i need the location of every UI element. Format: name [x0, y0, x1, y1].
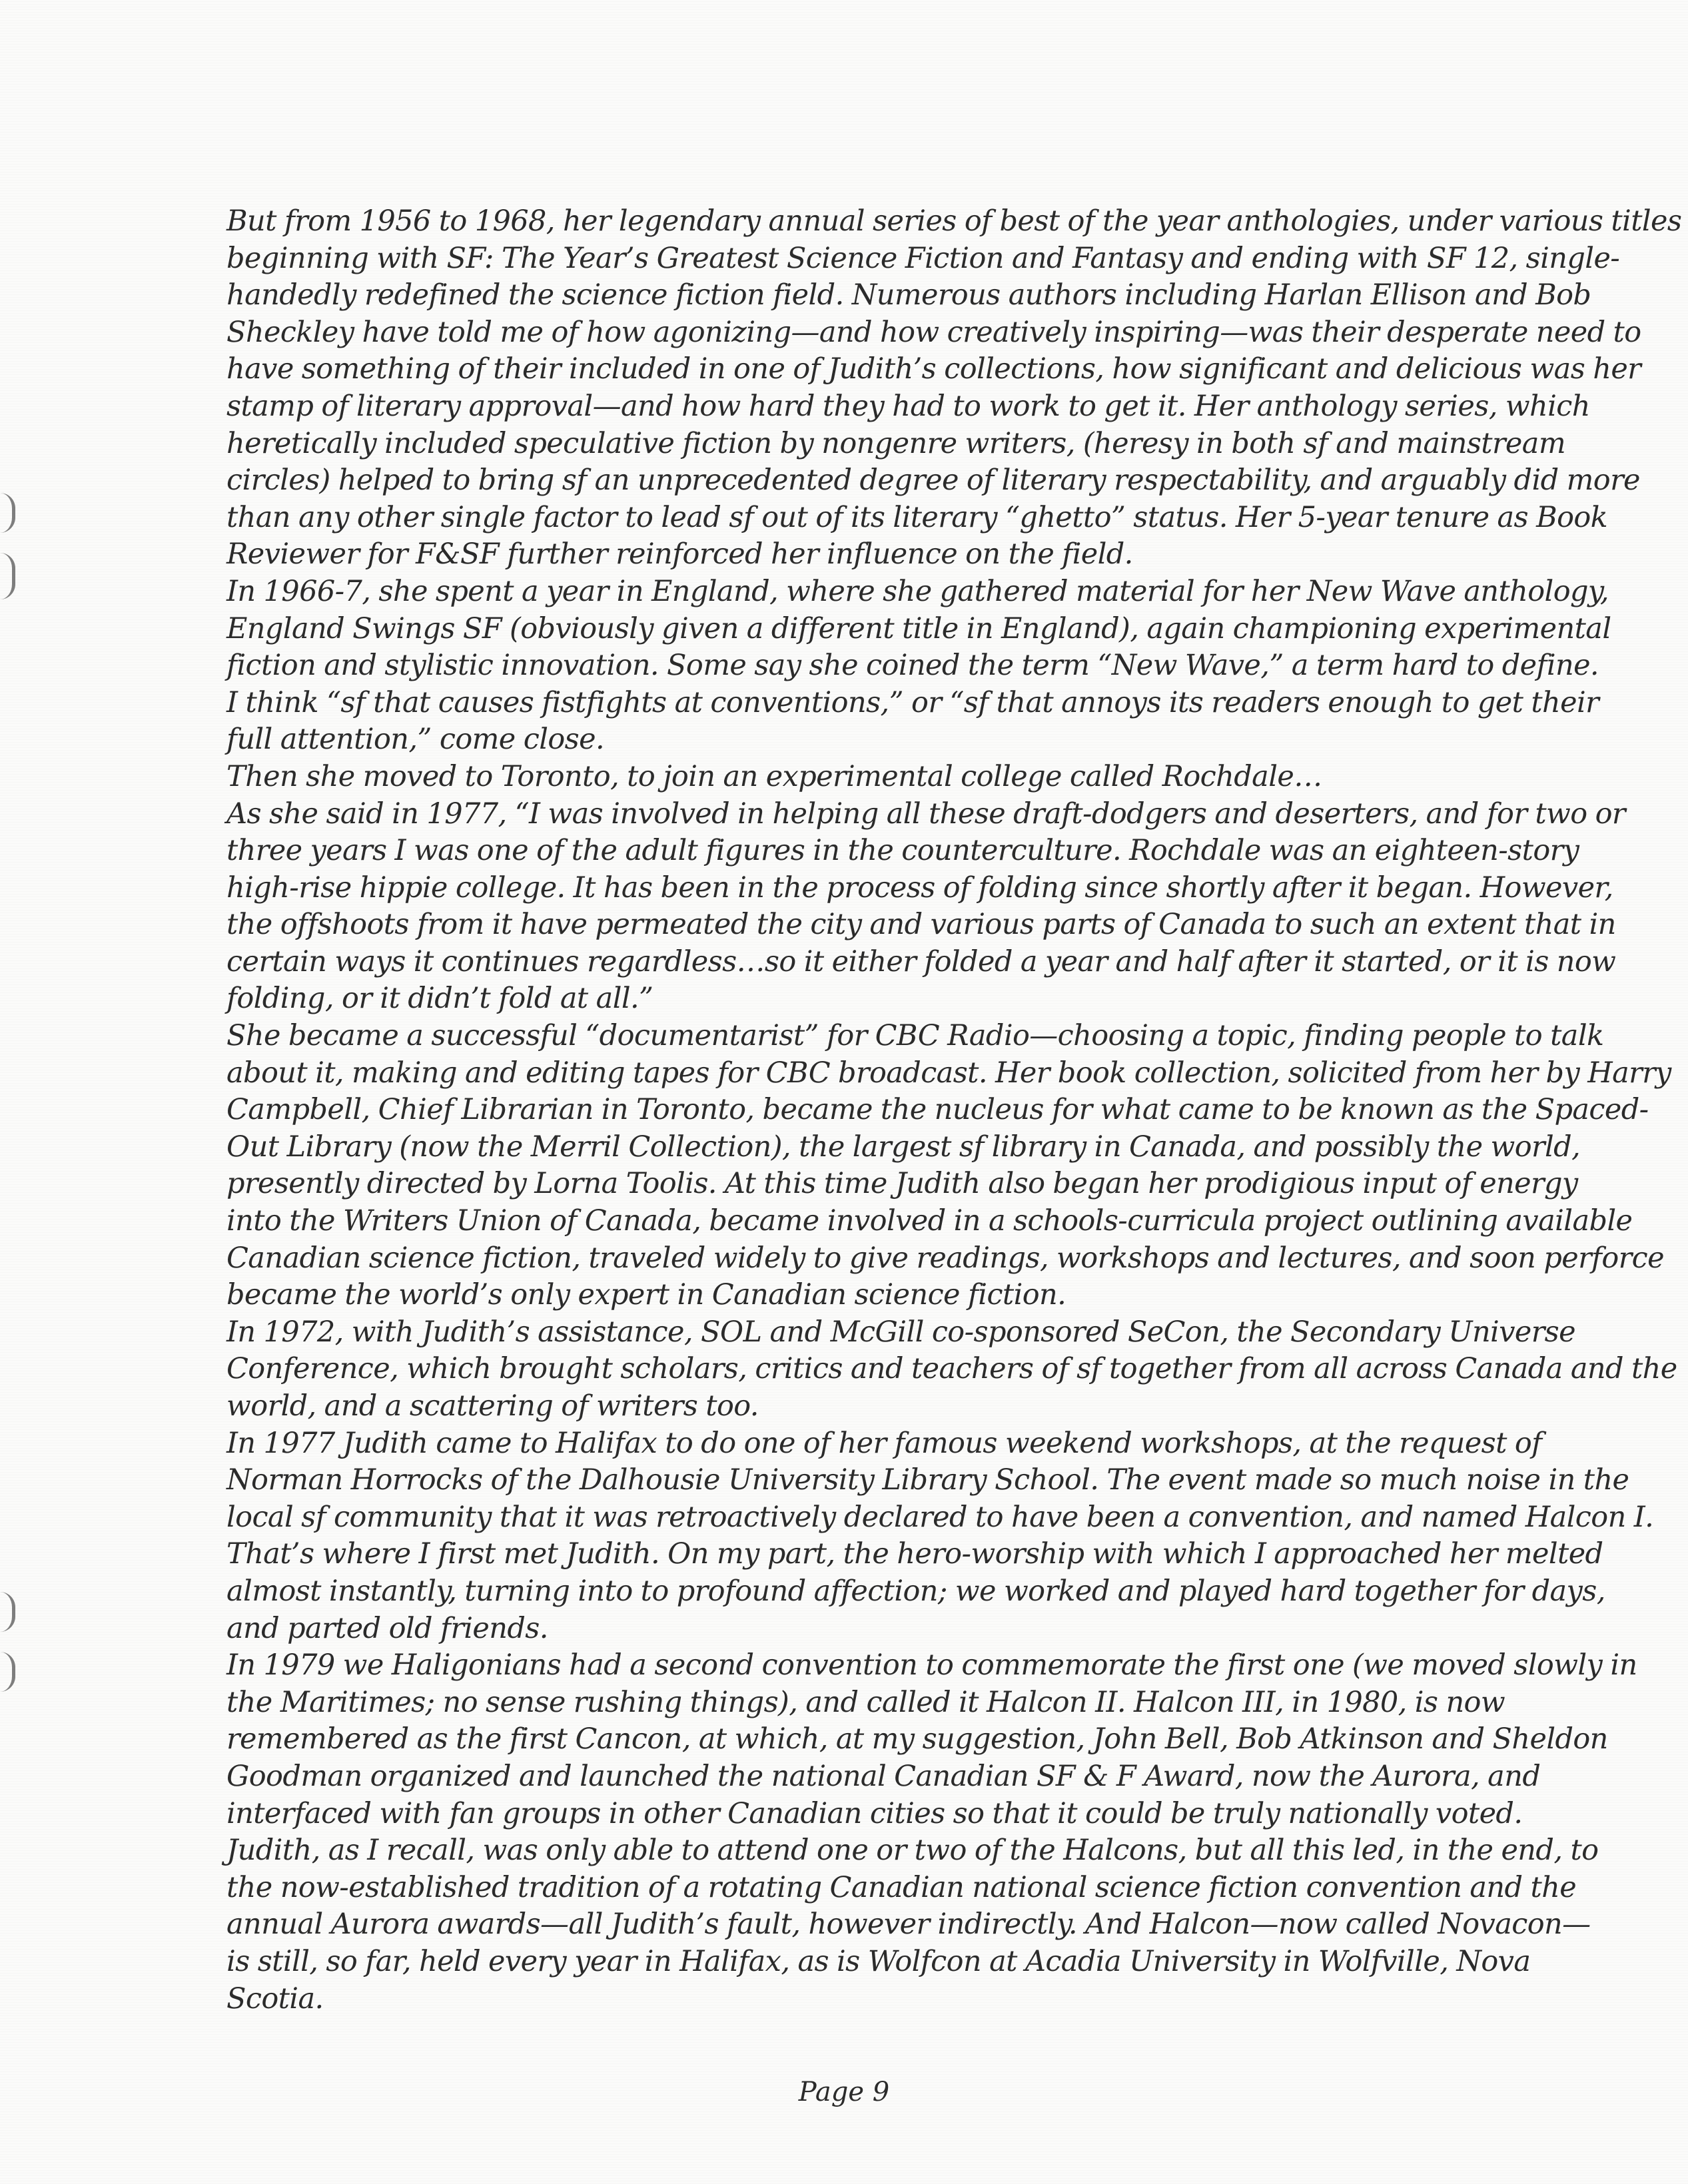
text-line: became the world’s only expert in Canadian science fiction. [226, 1278, 1066, 1312]
text-line: In 1979 we Haligonians had a second convention to commemorate the first one (we moved slowly in [226, 1648, 1637, 1682]
text-line: circles) helped to bring sf an unprecedented degree of literary respectability, and arguably did more [226, 464, 1640, 498]
text-line: high-rise hippie college. It has been in the process of folding since shortly after it began. However, [226, 871, 1613, 905]
text-line: But from 1956 to 1968, her legendary annual series of best of the year anthologies, under various titles [226, 204, 1682, 238]
page-number: Page 9 [798, 2077, 890, 2107]
text-line: have something of their included in one of Judith’s collections, how significant and delicious was her [226, 352, 1641, 386]
text-line: Reviewer for F&SF further reinforced her influence on the field. [226, 538, 1133, 571]
text-line: fiction and stylistic innovation. Some say she coined the term “New Wave,” a term hard to define. [226, 649, 1599, 683]
text-line: three years I was one of the adult figures in the counterculture. Rochdale was an eighteen-story [226, 834, 1579, 868]
text-line: Campbell, Chief Librarian in Toronto, became the nucleus for what came to be known as the Spaced- [226, 1093, 1649, 1127]
text-line: Then she moved to Toronto, to join an experimental college called Rochdale… [226, 759, 1322, 793]
text-line: into the Writers Union of Canada, became involved in a schools-curricula project outlining available [226, 1204, 1633, 1238]
text-line: Norman Horrocks of the Dalhousie University Library School. The event made so much noise in the [226, 1463, 1629, 1497]
text-line: certain ways it continues regardless…so it either folded a year and half after it started, or it is now [226, 944, 1616, 978]
text-line: the now-established tradition of a rotating Canadian national science fiction convention and the [226, 1870, 1577, 1904]
text-line: Canadian science fiction, traveled widely to give readings, workshops and lectures, and soon perforce [226, 1241, 1664, 1275]
text-line: In 1977 Judith came to Halifax to do one of her famous weekend workshops, at the request of [226, 1426, 1542, 1460]
text-line: local sf community that it was retroactively declared to have been a convention, and named Halcon I. [226, 1500, 1654, 1534]
text-line: about it, making and editing tapes for CBC broadcast. Her book collection, solicited from her by Harry [226, 1056, 1671, 1090]
text-line: In 1972, with Judith’s assistance, SOL and McGill co-sponsored SeCon, the Secondary Universe [226, 1315, 1575, 1349]
text-line: Conference, which brought scholars, critics and teachers of sf together from all across Canada and the [226, 1352, 1677, 1386]
text-line: the offshoots from it have permeated the city and various parts of Canada to such an extent that in [226, 908, 1616, 942]
text-line: She became a successful “documentarist” for CBC Radio—choosing a topic, finding people to talk [226, 1019, 1604, 1053]
text-line: interfaced with fan groups in other Canadian cities so that it could be truly nationally voted. [226, 1796, 1523, 1830]
text-line: Goodman organized and launched the national Canadian SF & F Award, now the Aurora, and [226, 1759, 1541, 1793]
text-line: full attention,” come close. [226, 723, 605, 757]
text-line: In 1966-7, she spent a year in England, where she gathered material for her New Wave anthology, [226, 574, 1609, 608]
text-line: Scotia. [226, 1982, 324, 2015]
text-line: presently directed by Lorna Toolis. At this time Judith also began her prodigious input of energy [226, 1167, 1578, 1201]
text-line: As she said in 1977, “I was involved in helping all these draft-dodgers and deserters, and for two or [226, 797, 1625, 831]
text-line: folding, or it didn’t fold at all.” [226, 982, 653, 1016]
text-line: I think “sf that causes fistfights at conventions,” or “sf that annoys its readers enough to get their [226, 685, 1599, 719]
text-line: beginning with SF: The Year’s Greatest Science Fiction and Fantasy and ending with SF 12, single- [226, 241, 1620, 275]
text-line: and parted old friends. [226, 1611, 548, 1645]
binding-hole-mark [0, 493, 15, 533]
text-line: Judith, as I recall, was only able to attend one or two of the Halcons, but all this led, in the end, to [226, 1834, 1599, 1868]
text-line: world, and a scattering of writers too. [226, 1389, 759, 1423]
text-line: annual Aurora awards—all Judith’s fault, however indirectly. And Halcon—now called Novacon— [226, 1908, 1591, 1942]
text-line: handedly redefined the science fiction field. Numerous authors including Harlan Ellison and Bob [226, 278, 1591, 312]
text-line: Out Library (now the Merril Collection), the largest sf library in Canada, and possibly the world, [226, 1130, 1581, 1164]
text-line: Sheckley have told me of how agonizing—and how creatively inspiring—was their desperate need to [226, 315, 1641, 349]
text-line: the Maritimes; no sense rushing things), and called it Halcon II. Halcon III, in 1980, is now [226, 1685, 1505, 1719]
text-line: stamp of literary approval—and how hard they had to work to get it. Her anthology series, which [226, 389, 1590, 423]
text-line: almost instantly, turning into to profound affection; we worked and played hard together for days, [226, 1574, 1605, 1608]
text-line: remembered as the first Cancon, at which, at my suggestion, John Bell, Bob Atkinson and Sheldon [226, 1722, 1608, 1756]
text-line: heretically included speculative fiction by nongenre writers, (heresy in both sf and mainstream [226, 426, 1565, 460]
text-line: England Swings SF (obviously given a different title in England), again championing experimental [226, 611, 1611, 645]
binding-hole-mark [0, 1592, 15, 1632]
binding-hole-mark [0, 1652, 15, 1692]
body-text [226, 203, 1682, 2017]
text-line: That’s where I first met Judith. On my part, the hero-worship with which I approached her melted [226, 1537, 1603, 1571]
binding-hole-mark [0, 553, 15, 599]
text-line: than any other single factor to lead sf out of its literary “ghetto” status. Her 5-year tenure as Book [226, 500, 1608, 534]
text-line: is still, so far, held every year in Halifax, as is Wolfcon at Acadia University in Wolfville, Nova [226, 1944, 1531, 1978]
